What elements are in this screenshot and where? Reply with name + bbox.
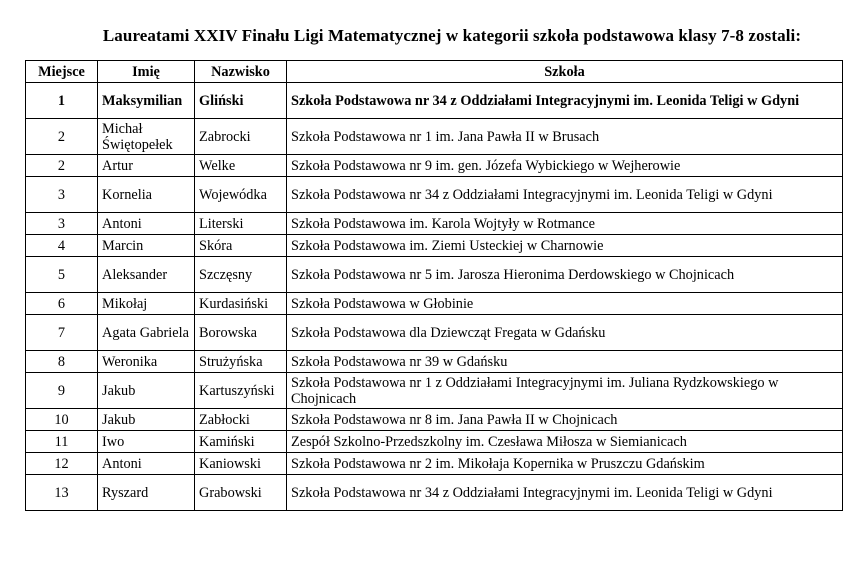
school-cell: Szkoła Podstawowa nr 39 w Gdańsku <box>287 351 843 373</box>
first-name-cell: Jakub <box>98 373 195 409</box>
table-row <box>26 373 843 409</box>
place-cell: 4 <box>26 235 98 257</box>
school-cell: Szkoła Podstawowa w Głobinie <box>287 293 843 315</box>
last-name-cell: Zabrocki <box>195 119 287 155</box>
table-body <box>26 83 843 511</box>
table-row <box>26 315 843 351</box>
column-header-school: Szkoła <box>287 61 843 83</box>
school-cell: Szkoła Podstawowa nr 34 z Oddziałami Integracyjnymi im. Leonida Teligi w Gdyni <box>287 475 843 511</box>
first-name-cell: Agata Gabriela <box>98 315 195 351</box>
place-cell: 10 <box>26 409 98 431</box>
first-name-cell: Antoni <box>98 453 195 475</box>
page-heading: Laureatami XXIV Finału Ligi Matematycznej w kategorii szkoła podstawowa klasy 7-8 zostali: <box>102 26 802 45</box>
school-cell: Zespół Szkolno-Przedszkolny im. Czesława Miłosza w Siemianicach <box>287 431 843 453</box>
place-cell: 2 <box>26 155 98 177</box>
first-name-cell: Marcin <box>98 235 195 257</box>
last-name-cell: Skóra <box>195 235 287 257</box>
place-cell: 8 <box>26 351 98 373</box>
column-header-last-name: Nazwisko <box>195 61 287 83</box>
school-cell: Szkoła Podstawowa dla Dziewcząt Fregata w Gdańsku <box>287 315 843 351</box>
first-name-cell: Michał Świętopełek <box>98 119 195 155</box>
school-cell: Szkoła Podstawowa nr 9 im. gen. Józefa Wybickiego w Wejherowie <box>287 155 843 177</box>
table-header-row <box>26 61 843 83</box>
table-row <box>26 453 843 475</box>
last-name-cell: Kaniowski <box>195 453 287 475</box>
school-cell: Szkoła Podstawowa nr 5 im. Jarosza Hieronima Derdowskiego w Chojnicach <box>287 257 843 293</box>
last-name-cell: Welke <box>195 155 287 177</box>
place-cell: 3 <box>26 177 98 213</box>
first-name-cell: Jakub <box>98 409 195 431</box>
place-cell: 11 <box>26 431 98 453</box>
table-row <box>26 119 843 155</box>
last-name-cell: Szczęsny <box>195 257 287 293</box>
table-row <box>26 83 843 119</box>
place-cell: 9 <box>26 373 98 409</box>
first-name-cell: Iwo <box>98 431 195 453</box>
table-row <box>26 351 843 373</box>
table-row <box>26 475 843 511</box>
table-row <box>26 409 843 431</box>
school-cell: Szkoła Podstawowa nr 34 z Oddziałami Integracyjnymi im. Leonida Teligi w Gdyni <box>287 83 843 119</box>
last-name-cell: Borowska <box>195 315 287 351</box>
first-name-cell: Weronika <box>98 351 195 373</box>
last-name-cell: Gliński <box>195 83 287 119</box>
place-cell: 1 <box>26 83 98 119</box>
table-row <box>26 257 843 293</box>
last-name-cell: Zabłocki <box>195 409 287 431</box>
table-row <box>26 293 843 315</box>
school-cell: Szkoła Podstawowa nr 34 z Oddziałami Integracyjnymi im. Leonida Teligi w Gdyni <box>287 177 843 213</box>
school-cell: Szkoła Podstawowa im. Karola Wojtyły w Rotmance <box>287 213 843 235</box>
last-name-cell: Kurdasiński <box>195 293 287 315</box>
last-name-cell: Strużyńska <box>195 351 287 373</box>
first-name-cell: Antoni <box>98 213 195 235</box>
laureates-table <box>25 60 843 511</box>
last-name-cell: Literski <box>195 213 287 235</box>
last-name-cell: Grabowski <box>195 475 287 511</box>
table-row <box>26 235 843 257</box>
table-row <box>26 177 843 213</box>
table-row <box>26 431 843 453</box>
school-cell: Szkoła Podstawowa im. Ziemi Usteckiej w Charnowie <box>287 235 843 257</box>
first-name-cell: Artur <box>98 155 195 177</box>
table-row <box>26 213 843 235</box>
school-cell: Szkoła Podstawowa nr 1 im. Jana Pawła II w Brusach <box>287 119 843 155</box>
place-cell: 12 <box>26 453 98 475</box>
column-header-place: Miejsce <box>26 61 98 83</box>
last-name-cell: Kartuszyński <box>195 373 287 409</box>
place-cell: 2 <box>26 119 98 155</box>
place-cell: 5 <box>26 257 98 293</box>
first-name-cell: Mikołaj <box>98 293 195 315</box>
first-name-cell: Ryszard <box>98 475 195 511</box>
first-name-cell: Aleksander <box>98 257 195 293</box>
first-name-cell: Kornelia <box>98 177 195 213</box>
place-cell: 3 <box>26 213 98 235</box>
place-cell: 13 <box>26 475 98 511</box>
school-cell: Szkoła Podstawowa nr 8 im. Jana Pawła II w Chojnicach <box>287 409 843 431</box>
school-cell: Szkoła Podstawowa nr 1 z Oddziałami Integracyjnymi im. Juliana Rydzkowskiego w Chojnicach <box>287 373 843 409</box>
school-cell: Szkoła Podstawowa nr 2 im. Mikołaja Kopernika w Pruszczu Gdańskim <box>287 453 843 475</box>
first-name-cell: Maksymilian <box>98 83 195 119</box>
place-cell: 6 <box>26 293 98 315</box>
last-name-cell: Kamiński <box>195 431 287 453</box>
place-cell: 7 <box>26 315 98 351</box>
table-row <box>26 155 843 177</box>
last-name-cell: Wojewódka <box>195 177 287 213</box>
column-header-first-name: Imię <box>98 61 195 83</box>
